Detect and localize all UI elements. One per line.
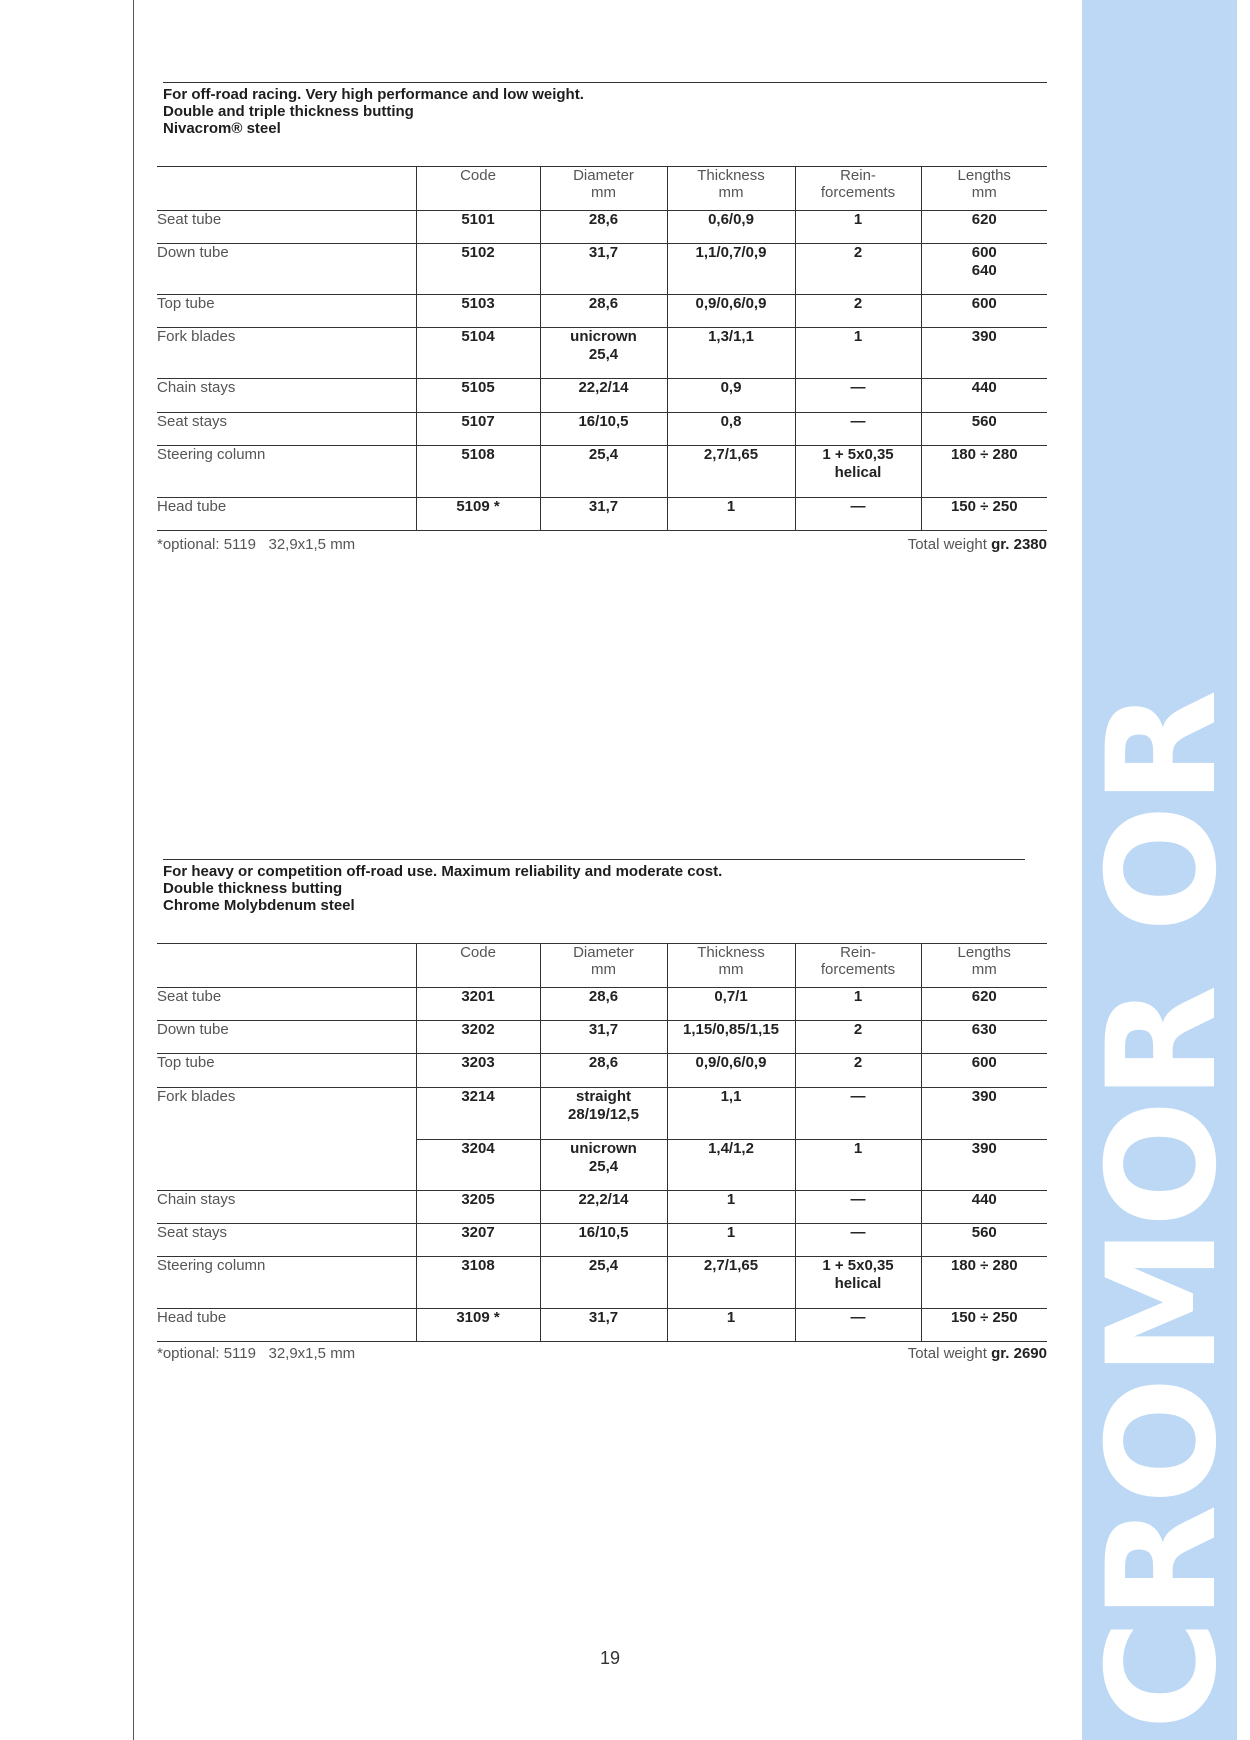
row-label: Head tube bbox=[157, 498, 416, 531]
cell-thickness: 1,15/0,85/1,15 bbox=[667, 1021, 795, 1054]
cell-diameter: 28,6 bbox=[540, 295, 667, 328]
cell-lengths: 150 ÷ 250 bbox=[921, 1309, 1047, 1342]
cell-reinforcements: 2 bbox=[795, 244, 921, 295]
cell-lengths: 560 bbox=[921, 1224, 1047, 1257]
header-blank bbox=[157, 167, 416, 211]
cell-code: 3201 bbox=[416, 988, 540, 1021]
row-label: Seat tube bbox=[157, 988, 416, 1021]
header-code: Code bbox=[416, 944, 540, 988]
cell-reinforcements: 1 bbox=[795, 988, 921, 1021]
table-row bbox=[157, 328, 1047, 379]
header-blank bbox=[157, 944, 416, 988]
cell-thickness: 2,7/1,65 bbox=[667, 1257, 795, 1309]
cell-reinforcements: 2 bbox=[795, 295, 921, 328]
cell-diameter: 16/10,5 bbox=[540, 1224, 667, 1257]
row-label: Steering column bbox=[157, 1257, 416, 1309]
cell-code: 5102 bbox=[416, 244, 540, 295]
table-row bbox=[157, 413, 1047, 446]
cell-reinforcements: 1 + 5x0,35 helical bbox=[795, 1257, 921, 1309]
table-row bbox=[157, 1191, 1047, 1224]
row-label: Seat stays bbox=[157, 413, 416, 446]
table-row bbox=[157, 379, 1047, 413]
cell-lengths: 620 bbox=[921, 211, 1047, 244]
cell-thickness: 1,4/1,2 bbox=[667, 1140, 795, 1191]
cell-diameter: 28,6 bbox=[540, 988, 667, 1021]
cell-diameter: 31,7 bbox=[540, 1021, 667, 1054]
cell-diameter: 28,6 bbox=[540, 211, 667, 244]
cell-lengths: 150 ÷ 250 bbox=[921, 498, 1047, 531]
cell-diameter: 22,2/14 bbox=[540, 1191, 667, 1224]
cell-diameter: 16/10,5 bbox=[540, 413, 667, 446]
cell-code: 5107 bbox=[416, 413, 540, 446]
cell-reinforcements: 1 + 5x0,35 helical bbox=[795, 446, 921, 498]
footnote: *optional: 5119 32,9x1,5 mm bbox=[157, 536, 356, 553]
cell-reinforcements: — bbox=[795, 1191, 921, 1224]
row-label: Chain stays bbox=[157, 1191, 416, 1224]
cell-code: 3204 bbox=[416, 1140, 540, 1191]
total-weight-value: gr. 2380 bbox=[991, 536, 1047, 553]
cell-diameter: 31,7 bbox=[540, 498, 667, 531]
cell-diameter: straight 28/19/12,5 bbox=[540, 1088, 667, 1140]
cell-thickness: 0,7/1 bbox=[667, 988, 795, 1021]
side-band bbox=[1076, 0, 1250, 1740]
cell-code: 5105 bbox=[416, 379, 540, 413]
cell-thickness: 0,9/0,6/0,9 bbox=[667, 1054, 795, 1088]
table-row bbox=[157, 1021, 1047, 1054]
total-weight-label: Total weight bbox=[907, 536, 987, 553]
cell-thickness: 1 bbox=[667, 1191, 795, 1224]
row-label: Top tube bbox=[157, 295, 416, 328]
heading-line-3: Chrome Molybdenum steel bbox=[163, 897, 355, 914]
header-reinforcements: Rein- forcements bbox=[795, 167, 921, 211]
cell-lengths: 390 bbox=[921, 1088, 1047, 1140]
cell-thickness: 1 bbox=[667, 1224, 795, 1257]
row-label: Chain stays bbox=[157, 379, 416, 413]
header-reinforcements: Rein- forcements bbox=[795, 944, 921, 988]
table-row bbox=[157, 295, 1047, 328]
cell-reinforcements: 1 bbox=[795, 211, 921, 244]
cell-diameter: unicrown 25,4 bbox=[540, 1140, 667, 1191]
cell-reinforcements: — bbox=[795, 379, 921, 413]
cell-lengths: 180 ÷ 280 bbox=[921, 446, 1047, 498]
cell-thickness: 1,3/1,1 bbox=[667, 328, 795, 379]
cell-thickness: 1,1/0,7/0,9 bbox=[667, 244, 795, 295]
section-top-rule bbox=[163, 82, 1047, 83]
heading-line-3: Nivacrom® steel bbox=[163, 120, 281, 137]
page-gutter-line bbox=[133, 0, 134, 1740]
cell-thickness: 0,9 bbox=[667, 379, 795, 413]
cell-lengths: 390 bbox=[921, 1140, 1047, 1191]
cell-reinforcements: — bbox=[795, 1088, 921, 1140]
page-number: 19 bbox=[600, 1648, 621, 1668]
cell-code: 5109 * bbox=[416, 498, 540, 531]
table-row bbox=[157, 988, 1047, 1021]
cell-thickness: 0,9/0,6/0,9 bbox=[667, 295, 795, 328]
cell-code: 3108 bbox=[416, 1257, 540, 1309]
cell-lengths: 600 bbox=[921, 295, 1047, 328]
row-label: Down tube bbox=[157, 244, 416, 295]
section-top-rule bbox=[163, 859, 1025, 860]
cell-thickness: 0,8 bbox=[667, 413, 795, 446]
section-heading bbox=[163, 863, 722, 914]
cell-code: 5103 bbox=[416, 295, 540, 328]
spec-table bbox=[157, 166, 1047, 531]
cell-diameter: 25,4 bbox=[540, 1257, 667, 1309]
heading-line-1: For off-road racing. Very high performance and low weight. bbox=[163, 86, 584, 103]
cell-thickness: 1 bbox=[667, 498, 795, 531]
cell-reinforcements: 1 bbox=[795, 328, 921, 379]
cell-code: 3205 bbox=[416, 1191, 540, 1224]
cell-reinforcements: — bbox=[795, 413, 921, 446]
footnote: *optional: 5119 32,9x1,5 mm bbox=[157, 1345, 356, 1362]
cell-thickness: 1 bbox=[667, 1309, 795, 1342]
table-row bbox=[157, 1257, 1047, 1309]
row-label: Fork blades bbox=[157, 1088, 416, 1191]
section-heading bbox=[163, 86, 584, 137]
cell-code: 3214 bbox=[416, 1088, 540, 1140]
cell-code: 3109 * bbox=[416, 1309, 540, 1342]
table-row bbox=[157, 446, 1047, 498]
cell-thickness: 1,1 bbox=[667, 1088, 795, 1140]
row-label: Steering column bbox=[157, 446, 416, 498]
cell-lengths: 440 bbox=[921, 1191, 1047, 1224]
header-thickness: Thickness mm bbox=[667, 167, 795, 211]
cell-lengths: 600 bbox=[921, 1054, 1047, 1088]
table-row bbox=[157, 1224, 1047, 1257]
heading-line-1: For heavy or competition off-road use. Maximum reliability and moderate cost. bbox=[163, 863, 723, 880]
cell-thickness: 2,7/1,65 bbox=[667, 446, 795, 498]
cell-lengths: 180 ÷ 280 bbox=[921, 1257, 1047, 1309]
cell-reinforcements: 1 bbox=[795, 1140, 921, 1191]
cell-diameter: 25,4 bbox=[540, 446, 667, 498]
row-label: Top tube bbox=[157, 1054, 416, 1088]
cell-code: 3202 bbox=[416, 1021, 540, 1054]
cell-reinforcements: — bbox=[795, 1224, 921, 1257]
cell-lengths: 600 640 bbox=[921, 244, 1047, 295]
cell-code: 5104 bbox=[416, 328, 540, 379]
row-label: Fork blades bbox=[157, 328, 416, 379]
heading-line-2: Double and triple thickness butting bbox=[163, 103, 414, 120]
total-weight-label: Total weight bbox=[907, 1345, 987, 1362]
header-diameter: Diameter mm bbox=[540, 944, 667, 988]
spec-table bbox=[157, 943, 1047, 1342]
heading-line-2: Double thickness butting bbox=[163, 880, 343, 897]
cell-diameter: 22,2/14 bbox=[540, 379, 667, 413]
cell-lengths: 620 bbox=[921, 988, 1047, 1021]
cell-lengths: 390 bbox=[921, 328, 1047, 379]
cell-diameter: 28,6 bbox=[540, 1054, 667, 1088]
cell-code: 5101 bbox=[416, 211, 540, 244]
header-diameter: Diameter mm bbox=[540, 167, 667, 211]
cell-diameter: 31,7 bbox=[540, 244, 667, 295]
total-weight-value: gr. 2690 bbox=[991, 1345, 1047, 1362]
table-row bbox=[157, 498, 1047, 531]
cell-lengths: 440 bbox=[921, 379, 1047, 413]
header-thickness: Thickness mm bbox=[667, 944, 795, 988]
header-lengths: Lengths mm bbox=[921, 944, 1047, 988]
table-row bbox=[157, 1088, 1047, 1140]
table-row bbox=[157, 244, 1047, 295]
side-label: CROMOR OR bbox=[1076, 689, 1250, 1730]
row-label: Seat stays bbox=[157, 1224, 416, 1257]
cell-lengths: 560 bbox=[921, 413, 1047, 446]
cell-code: 3203 bbox=[416, 1054, 540, 1088]
cell-reinforcements: 2 bbox=[795, 1021, 921, 1054]
total-weight bbox=[908, 1345, 1047, 1362]
header-lengths: Lengths mm bbox=[921, 167, 1047, 211]
total-weight bbox=[908, 536, 1047, 553]
row-label: Seat tube bbox=[157, 211, 416, 244]
row-label: Head tube bbox=[157, 1309, 416, 1342]
cell-reinforcements: — bbox=[795, 1309, 921, 1342]
table-row bbox=[157, 211, 1047, 244]
cell-code: 5108 bbox=[416, 446, 540, 498]
cell-lengths: 630 bbox=[921, 1021, 1047, 1054]
row-label: Down tube bbox=[157, 1021, 416, 1054]
cell-reinforcements: — bbox=[795, 498, 921, 531]
table-row bbox=[157, 1309, 1047, 1342]
table-row bbox=[157, 1054, 1047, 1088]
cell-diameter: unicrown 25,4 bbox=[540, 328, 667, 379]
cell-reinforcements: 2 bbox=[795, 1054, 921, 1088]
header-code: Code bbox=[416, 167, 540, 211]
cell-thickness: 0,6/0,9 bbox=[667, 211, 795, 244]
cell-code: 3207 bbox=[416, 1224, 540, 1257]
cell-diameter: 31,7 bbox=[540, 1309, 667, 1342]
